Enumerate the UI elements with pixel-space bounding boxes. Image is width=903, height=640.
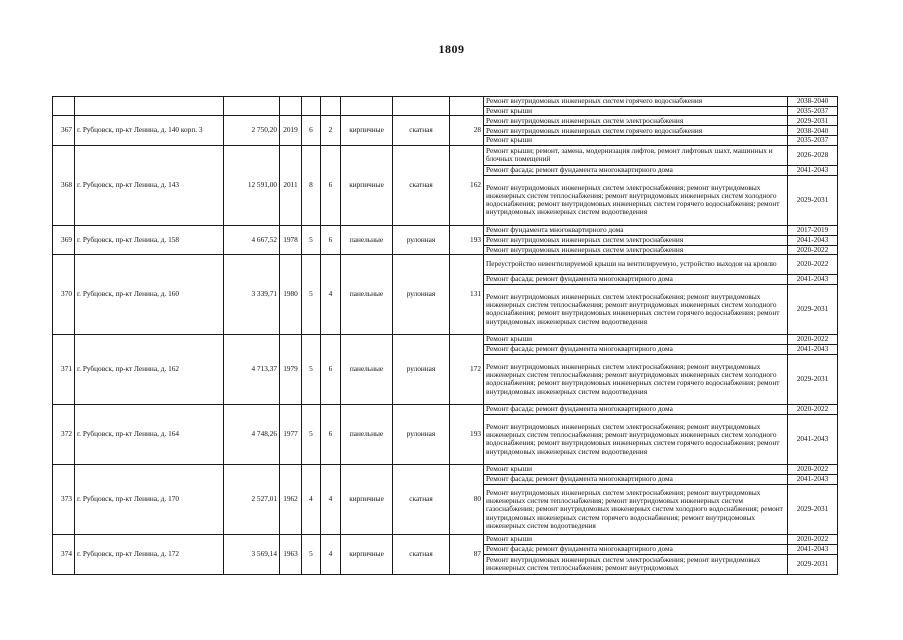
building-address: г. Рубцовск, пр-кт Ленина, д. 162: [75, 334, 224, 404]
residents-count: 172: [450, 334, 484, 404]
building-area: 4 713,37: [224, 334, 280, 404]
work-description: Ремонт фасада; ремонт фундамента многоквартирного дома: [484, 165, 788, 175]
work-description: Ремонт фасада; ремонт фундамента многоквартирного дома: [484, 474, 788, 484]
record-index: 370: [53, 254, 75, 334]
work-description: Ремонт крыши: [484, 334, 788, 344]
residents-count: 80: [450, 464, 484, 534]
building-area: 12 591,00: [224, 145, 280, 225]
wall-material: кирпичные: [341, 534, 393, 574]
entrance-count: 6: [321, 334, 341, 404]
wall-material: панельные: [341, 254, 393, 334]
entrance-count: 4: [321, 534, 341, 574]
work-period: 2029-2031: [788, 175, 838, 225]
wall-material: панельные: [341, 404, 393, 464]
roof-type: рулонная: [393, 225, 450, 254]
record-index: 372: [53, 404, 75, 464]
building-area: 3 569,14: [224, 534, 280, 574]
work-period: 2020-2022: [788, 464, 838, 474]
entrance-count: [321, 97, 341, 116]
entrance-count: 6: [321, 145, 341, 225]
page-number: 1809: [438, 42, 465, 56]
commission-year: 1979: [280, 334, 302, 404]
work-description: Ремонт крыши; ремонт, замена, модернизация лифтов, ремонт лифтовых шахт, машинных и блочных помещений: [484, 145, 788, 165]
roof-type: скатная: [393, 145, 450, 225]
building-address: [75, 97, 224, 116]
residents-count: 87: [450, 534, 484, 574]
building-address: г. Рубцовск, пр-кт Ленина, д. 143: [75, 145, 224, 225]
work-description: Ремонт фасада; ремонт фундамента многоквартирного дома: [484, 544, 788, 554]
commission-year: 1962: [280, 464, 302, 534]
wall-material: кирпичные: [341, 145, 393, 225]
work-period: 2041-2043: [788, 165, 838, 175]
roof-type: скатная: [393, 464, 450, 534]
floor-count: 5: [302, 534, 321, 574]
work-period: 2041-2043: [788, 274, 838, 284]
wall-material: панельные: [341, 334, 393, 404]
work-description: Ремонт внутридомовых инженерных систем горячего водоснабжения: [484, 97, 788, 107]
work-period: 2020-2022: [788, 334, 838, 344]
work-description: Ремонт крыши: [484, 136, 788, 145]
building-record-row: [53, 116, 838, 126]
work-description: Ремонт фасада; ремонт фундамента многоквартирного дома: [484, 274, 788, 284]
building-address: г. Рубцовск, пр-кт Ленина, д. 140 корп. 3: [75, 116, 224, 145]
work-period: 2029-2031: [788, 284, 838, 334]
wall-material: кирпичные: [341, 116, 393, 145]
building-record-row: [53, 97, 838, 107]
building-address: г. Рубцовск, пр-кт Ленина, д. 164: [75, 404, 224, 464]
commission-year: 1978: [280, 225, 302, 254]
commission-year: [280, 97, 302, 116]
commission-year: 2011: [280, 145, 302, 225]
building-area: 4 748,26: [224, 404, 280, 464]
record-index: [53, 97, 75, 116]
work-period: 2041-2043: [788, 344, 838, 354]
record-index: 371: [53, 334, 75, 404]
commission-year: 1963: [280, 534, 302, 574]
commission-year: 1977: [280, 404, 302, 464]
record-index: 373: [53, 464, 75, 534]
work-period: 2035-2037: [788, 136, 838, 145]
work-description: Ремонт фундамента многоквартирного дома: [484, 225, 788, 235]
building-record-row: [53, 145, 838, 165]
repair-schedule-table: [52, 96, 838, 575]
building-area: 4 667,52: [224, 225, 280, 254]
residents-count: 193: [450, 225, 484, 254]
building-area: [224, 97, 280, 116]
building-area: 2 527,01: [224, 464, 280, 534]
commission-year: 2019: [280, 116, 302, 145]
work-period: 2020-2022: [788, 404, 838, 414]
work-description: Ремонт внутридомовых инженерных систем электроснабжения; ремонт внутридомовых инженерных систем теплоснабжения; ремонт внутридомовых инженерных систем холодного водоснабжения; ремонт внутридомовых инженерных систем горячего водоснабжения; ремонт внутридомовых инженерных систем водоотведения: [484, 414, 788, 464]
work-description: Ремонт внутридомовых инженерных систем горячего водоснабжения: [484, 126, 788, 136]
work-period: 2038-2040: [788, 97, 838, 107]
building-record-row: [53, 334, 838, 344]
entrance-count: 2: [321, 116, 341, 145]
record-index: 369: [53, 225, 75, 254]
wall-material: кирпичные: [341, 464, 393, 534]
roof-type: рулонная: [393, 254, 450, 334]
commission-year: 1980: [280, 254, 302, 334]
residents-count: 28: [450, 116, 484, 145]
work-description: Ремонт внутридомовых инженерных систем электроснабжения: [484, 116, 788, 126]
wall-material: [341, 97, 393, 116]
building-record-row: [53, 254, 838, 274]
work-description: Ремонт крыши: [484, 534, 788, 544]
work-period: 2038-2040: [788, 126, 838, 136]
work-description: Ремонт внутридомовых инженерных систем электроснабжения: [484, 245, 788, 254]
work-period: 2041-2043: [788, 544, 838, 554]
building-area: 2 750,20: [224, 116, 280, 145]
work-description: Ремонт внутридомовых инженерных систем электроснабжения; ремонт внутридомовых инженерных систем теплоснабжения; ремонт внутридомовых инженерных систем газоснабжения; ремонт внутридомовых инженерных систем холодного водоснабжения; ремонт внутридомовых инженерных систем горячего водоснабжения; ремонт внутридомовых инженерных систем водоотведения: [484, 484, 788, 534]
work-period: 2041-2043: [788, 235, 838, 245]
wall-material: панельные: [341, 225, 393, 254]
roof-type: скатная: [393, 116, 450, 145]
work-description: Ремонт внутридомовых инженерных систем электроснабжения; ремонт внутридомовых инженерных систем теплоснабжения; ремонт внутридомовых: [484, 554, 788, 574]
work-description: Ремонт фасада; ремонт фундамента многоквартирного дома: [484, 344, 788, 354]
roof-type: рулонная: [393, 334, 450, 404]
building-record-row: [53, 404, 838, 414]
entrance-count: 6: [321, 225, 341, 254]
entrance-count: 4: [321, 464, 341, 534]
work-period: 2026-2028: [788, 145, 838, 165]
building-address: г. Рубцовск, пр-кт Ленина, д. 172: [75, 534, 224, 574]
building-record-row: [53, 534, 838, 544]
work-period: 2020-2022: [788, 254, 838, 274]
work-period: 2029-2031: [788, 354, 838, 404]
work-period: 2017-2019: [788, 225, 838, 235]
residents-count: 162: [450, 145, 484, 225]
residents-count: [450, 97, 484, 116]
floor-count: 6: [302, 116, 321, 145]
work-period: 2020-2022: [788, 245, 838, 254]
floor-count: 4: [302, 464, 321, 534]
building-address: г. Рубцовск, пр-кт Ленина, д. 158: [75, 225, 224, 254]
building-area: 3 339,71: [224, 254, 280, 334]
building-address: г. Рубцовск, пр-кт Ленина, д. 170: [75, 464, 224, 534]
work-description: Ремонт внутридомовых инженерных систем электроснабжения; ремонт внутридомовых инженерных систем теплоснабжения; ремонт внутридомовых инженерных систем холодного водоснабжения; ремонт внутридомовых инженерных систем горячего водоснабжения; ремонт внутридомовых инженерных систем водоотведения: [484, 175, 788, 225]
building-address: г. Рубцовск, пр-кт Ленина, д. 160: [75, 254, 224, 334]
floor-count: 5: [302, 334, 321, 404]
entrance-count: 4: [321, 254, 341, 334]
work-description: Ремонт внутридомовых инженерных систем электроснабжения; ремонт внутридомовых инженерных систем теплоснабжения; ремонт внутридомовых инженерных систем холодного водоснабжения; ремонт внутридомовых инженерных систем горячего водоснабжения; ремонт внутридомовых инженерных систем водоотведения: [484, 354, 788, 404]
work-period: 2035-2037: [788, 107, 838, 116]
floor-count: 8: [302, 145, 321, 225]
work-description: Ремонт внутридомовых инженерных систем электроснабжения; ремонт внутридомовых инженерных систем теплоснабжения; ремонт внутридомовых инженерных систем холодного водоснабжения; ремонт внутридомовых инженерных систем горячего водоснабжения; ремонт внутридомовых инженерных систем водоотведения: [484, 284, 788, 334]
work-period: 2029-2031: [788, 116, 838, 126]
work-period: 2029-2031: [788, 554, 838, 574]
residents-count: 131: [450, 254, 484, 334]
roof-type: рулонная: [393, 404, 450, 464]
floor-count: 5: [302, 404, 321, 464]
work-period: 2029-2031: [788, 484, 838, 534]
floor-count: 5: [302, 225, 321, 254]
roof-type: скатная: [393, 534, 450, 574]
residents-count: 193: [450, 404, 484, 464]
work-description: Ремонт крыши: [484, 107, 788, 116]
record-index: 368: [53, 145, 75, 225]
building-record-row: [53, 464, 838, 474]
roof-type: [393, 97, 450, 116]
building-record-row: [53, 225, 838, 235]
floor-count: 5: [302, 254, 321, 334]
work-period: 2041-2043: [788, 474, 838, 484]
work-description: Ремонт внутридомовых инженерных систем электроснабжения: [484, 235, 788, 245]
work-description: Ремонт фасада; ремонт фундамента многоквартирного дома: [484, 404, 788, 414]
work-period: 2041-2043: [788, 414, 838, 464]
work-description: Ремонт крыши: [484, 464, 788, 474]
work-period: 2020-2022: [788, 534, 838, 544]
record-index: 367: [53, 116, 75, 145]
floor-count: [302, 97, 321, 116]
entrance-count: 6: [321, 404, 341, 464]
work-description: Переустройство невентилируемой крыши на вентилируемую, устройство выходов на кровлю: [484, 254, 788, 274]
record-index: 374: [53, 534, 75, 574]
